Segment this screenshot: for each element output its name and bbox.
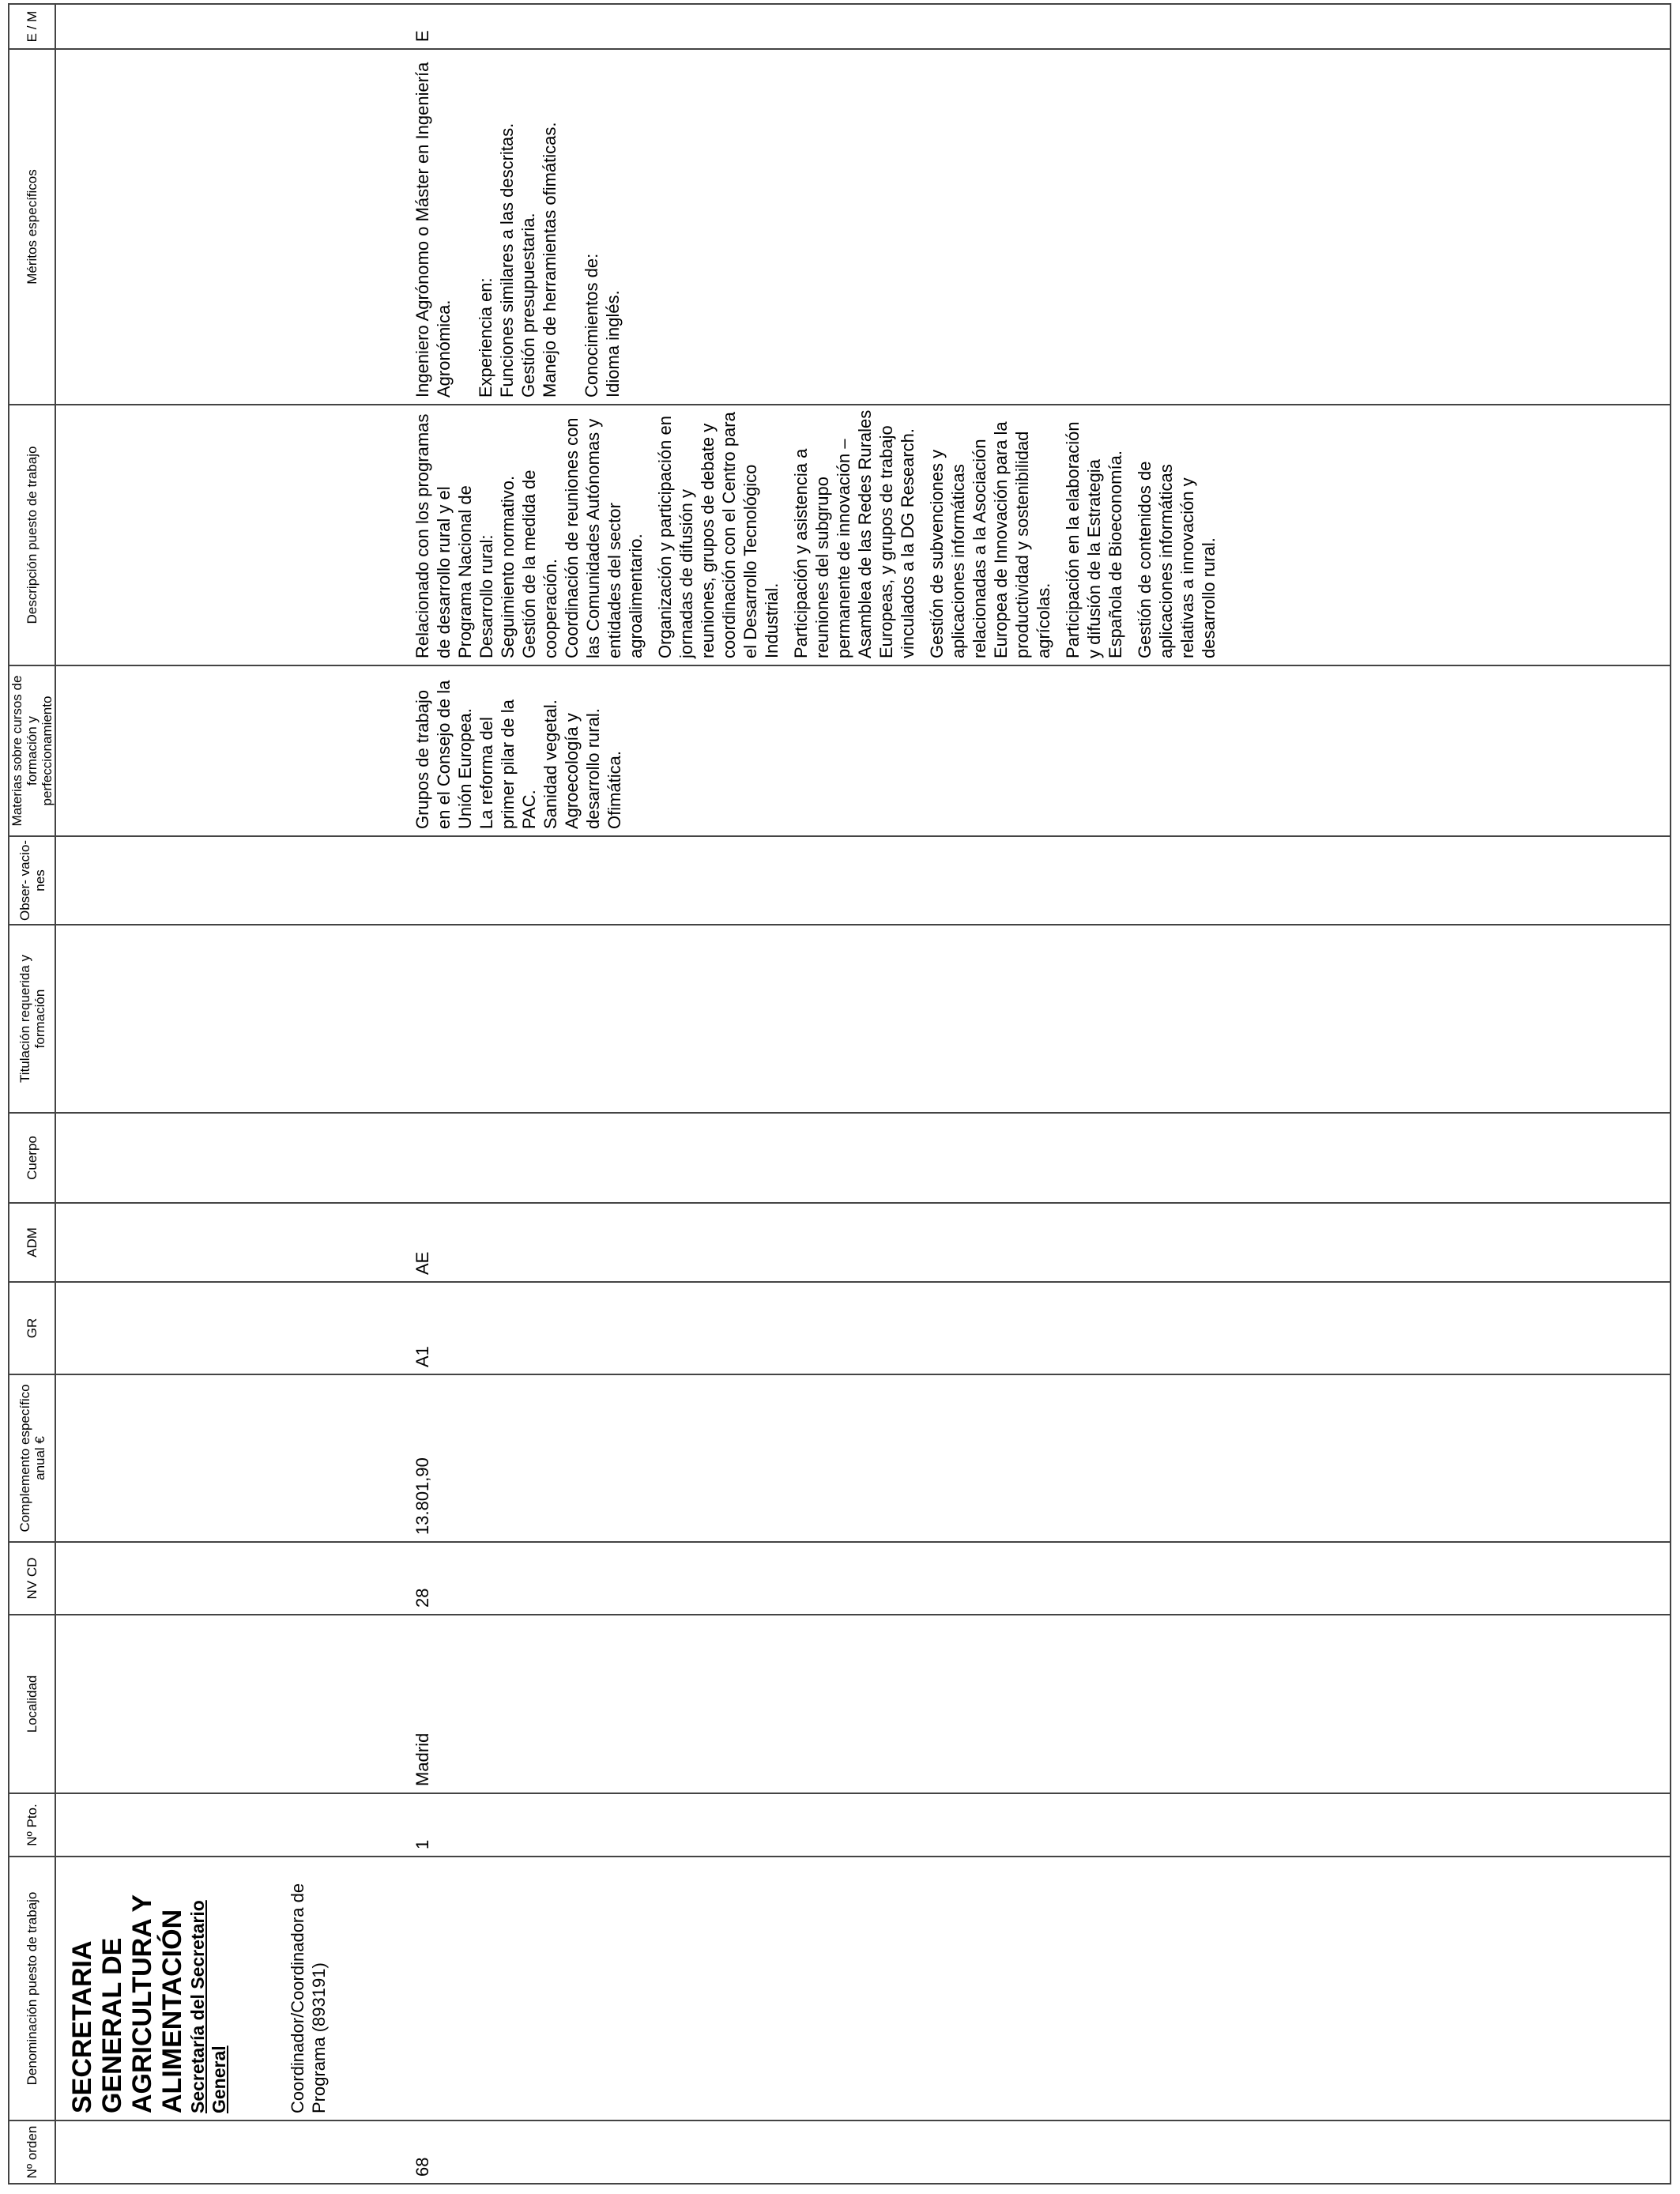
header-materias: Materias sobre cursos de formación y perfeccionamiento xyxy=(9,665,55,836)
cell-orden xyxy=(55,2120,1671,2184)
merito-experiencia-item: Funciones similares a las descritas. xyxy=(497,123,517,398)
observaciones-value xyxy=(56,837,412,924)
header-n-puesto: Nº Pto. xyxy=(9,1793,55,1857)
cell-adm xyxy=(55,1203,1671,1282)
descripcion-item: Participación en la elaboración y difusión de la Estrategia Española de Bioeconomía. xyxy=(1063,421,1125,658)
descripcion-item: Participación y asistencia a reuniones del subgrupo permanente de innovación –Asamblea de las Redes Rurales Europeas, y grupos de trabajo vinculados a la DG Research. xyxy=(791,409,917,658)
header-nivel: NV CD xyxy=(9,1542,55,1615)
materia-item: Agroecología y desarrollo rural. xyxy=(562,708,603,829)
cell-observaciones xyxy=(55,836,1671,925)
n-puesto-value: 1 xyxy=(412,1839,432,1849)
orden-value: 68 xyxy=(412,2157,432,2177)
cell-materias xyxy=(55,665,1671,836)
section-title: SECRETARIA GENERAL DE AGRICULTURA Y ALIMENTACIÓN xyxy=(67,1894,187,2113)
em-value: E xyxy=(412,30,432,42)
titulacion-value xyxy=(56,925,412,1112)
merito-experiencia-item: Manejo de herramientas ofimáticas. xyxy=(540,122,559,398)
merito-conocimientos-label: Conocimientos de: xyxy=(582,253,601,398)
header-complemento: Complemento específico anual € xyxy=(9,1374,55,1542)
complemento-value: 13.801,90 xyxy=(412,1457,432,1535)
merito-experiencia-label: Experiencia en: xyxy=(476,277,495,398)
cell-em xyxy=(55,4,1671,49)
cell-descripcion xyxy=(55,405,1671,665)
descripcion-item: Gestión de la medida de cooperación. xyxy=(519,469,560,658)
cell-denominacion xyxy=(55,1857,1671,2120)
materia-item: La reforma del primer pilar de la PAC. xyxy=(477,699,539,829)
job-positions-table xyxy=(8,3,1671,2185)
merito-titulacion: Ingeniero Agrónomo o Máster en Ingeniería Agronómica. xyxy=(412,62,454,398)
materia-item: Ofimática. xyxy=(605,750,624,829)
merito-conocimientos-item: Idioma inglés. xyxy=(603,290,623,398)
header-observaciones: Obser- vacio- nes xyxy=(9,836,55,925)
adm-value: AE xyxy=(412,1251,432,1275)
header-titulacion: Titulación requerida y formación xyxy=(9,925,55,1113)
nivel-value: 28 xyxy=(412,1588,432,1608)
header-denominacion: Denominación puesto de trabajo xyxy=(9,1857,55,2120)
header-row xyxy=(9,4,55,2184)
materia-item: Sanidad vegetal. xyxy=(541,699,560,829)
header-grupo: GR xyxy=(9,1282,55,1374)
descripcion-item: Gestión de contenidos de aplicaciones informáticas relativas a innovación y desarrollo rural. xyxy=(1135,461,1219,658)
descripcion-item: Coordinación de reuniones con las Comunidades Autónomas y entidades del sector agroalimentario. xyxy=(562,417,646,658)
descripcion-item: Seguimiento normativo. xyxy=(498,475,518,658)
header-adm: ADM xyxy=(9,1203,55,1282)
materia-item: Grupos de trabajo en el Consejo de la Unión Europea. xyxy=(412,680,475,829)
denominacion-value: Coordinador/Coordinadora de Programa (893191) xyxy=(288,1883,329,2113)
grupo-value: A1 xyxy=(412,1346,432,1367)
cell-n-puesto xyxy=(55,1793,1671,1857)
cell-nivel xyxy=(55,1542,1671,1615)
merito-experiencia-item: Gestión presupuestaria. xyxy=(518,213,538,398)
cell-meritos xyxy=(55,49,1671,405)
descripcion-item: Organización y participación en jornadas de difusión y reuniones, grupos de debate y coordinación con el Centro para el Desarrollo Tecnológico Industrial. xyxy=(655,412,782,658)
localidad-value: Madrid xyxy=(412,1732,432,1786)
header-descripcion: Descripción puesto de trabajo xyxy=(9,405,55,665)
cell-complemento xyxy=(55,1374,1671,1542)
table-row xyxy=(55,4,1671,2184)
header-orden: Nº orden xyxy=(9,2120,55,2184)
descripcion-item: Gestión de subvenciones y aplicaciones informáticas relacionadas a la Asociación Europea de Innovación para la productividad y sostenibilidad agrícolas. xyxy=(927,421,1053,658)
cell-grupo xyxy=(55,1282,1671,1374)
header-cuerpo: Cuerpo xyxy=(9,1113,55,1203)
header-localidad: Localidad xyxy=(9,1615,55,1793)
cell-titulacion xyxy=(55,925,1671,1113)
cell-localidad xyxy=(55,1615,1671,1793)
descripcion-item: Relacionado con los programas de desarrollo rural y el Programa Nacional de Desarrollo rural: xyxy=(412,413,496,658)
subsection-title: Secretaría del Secretario General xyxy=(187,1900,229,2113)
header-meritos: Méritos específicos xyxy=(9,49,55,405)
cuerpo-value xyxy=(56,1114,412,1202)
header-em: E / M xyxy=(9,4,55,49)
cell-cuerpo xyxy=(55,1113,1671,1203)
